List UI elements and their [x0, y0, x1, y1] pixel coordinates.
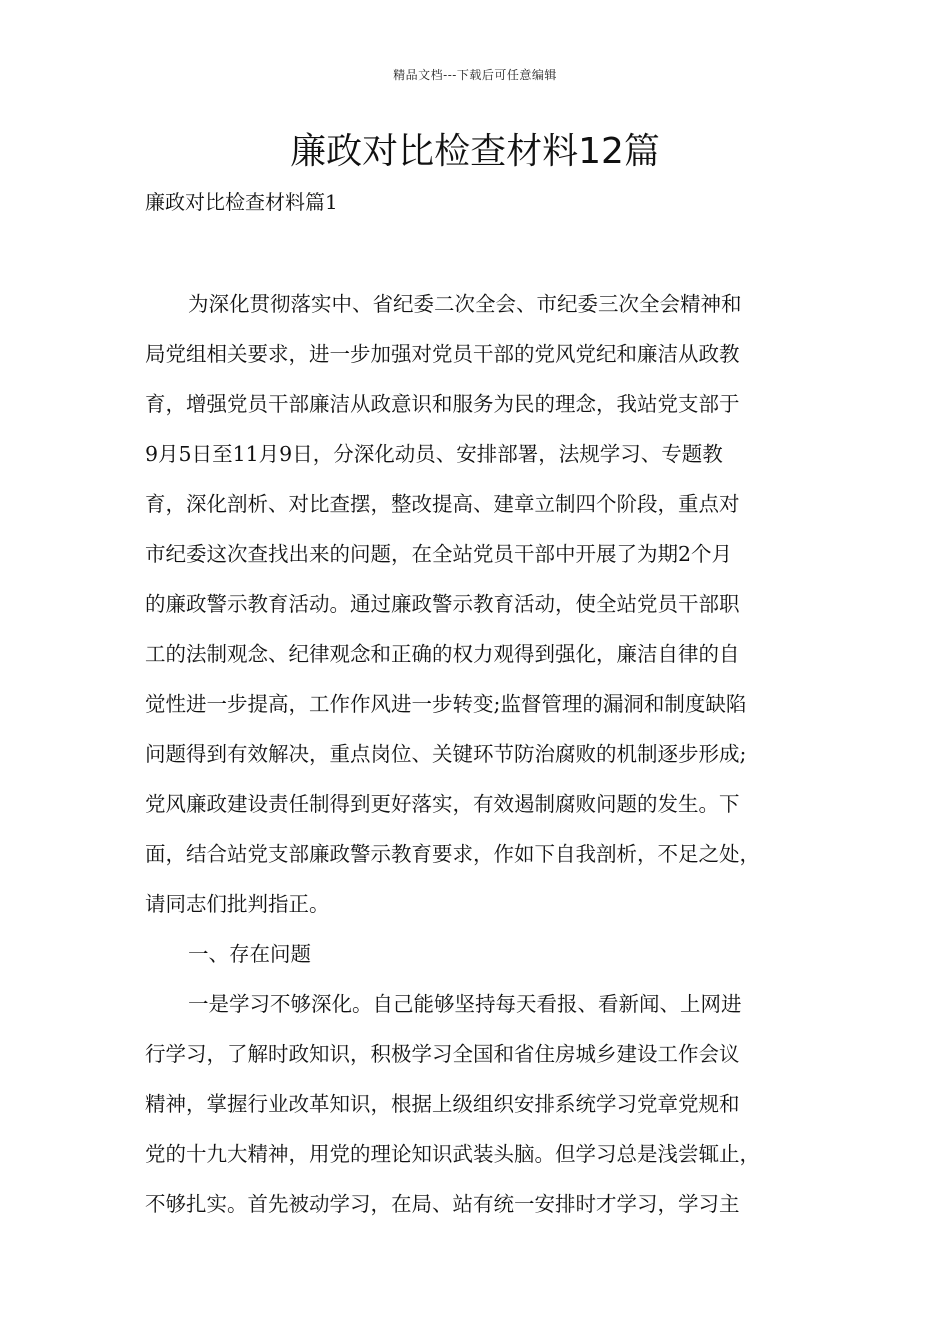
paragraph-line: 工的法制观念、纪律观念和正确的权力观得到强化，廉洁自律的自 — [145, 642, 740, 666]
paragraph-line: 9月5日至11月9日，分深化动员、安排部署，法规学习、专题教 — [145, 442, 723, 466]
body-text — [145, 279, 805, 1229]
paragraph-line: 为深化贯彻落实中、省纪委二次全会、市纪委三次全会精神和 — [188, 292, 742, 316]
header-note: 精品文档---下载后可任意编辑 — [393, 68, 557, 82]
paragraph-line: 育，增强党员干部廉洁从政意识和服务为民的理念，我站党支部于 — [145, 392, 740, 416]
paragraph-line: 一是学习不够深化。自己能够坚持每天看报、看新闻、上网进 — [188, 992, 742, 1016]
paragraph-line: 党风廉政建设责任制得到更好落实，有效遏制腐败问题的发生。下 — [145, 792, 740, 816]
paragraph-line: 请同志们批判指正。 — [145, 892, 330, 916]
paragraph-line: 局党组相关要求，进一步加强对党员干部的党风党纪和廉洁从政教 — [145, 342, 740, 366]
paragraph-line: 市纪委这次查找出来的问题，在全站党员干部中开展了为期2个月 — [145, 542, 733, 566]
paragraph-line: 问题得到有效解决，重点岗位、关键环节防治腐败的机制逐步形成; — [145, 742, 747, 766]
section-heading: 一、存在问题 — [188, 942, 311, 966]
paragraph-line: 党的十九大精神，用党的理论知识武装头脑。但学习总是浅尝辄止， — [145, 1142, 760, 1166]
paragraph-line: 面，结合站党支部廉政警示教育要求，作如下自我剖析，不足之处， — [145, 842, 760, 866]
section-title: 廉政对比检查材料篇1 — [145, 190, 338, 214]
paragraph-line: 不够扎实。首先被动学习，在局、站有统一安排时才学习，学习主 — [145, 1192, 740, 1216]
paragraph-line: 的廉政警示教育活动。通过廉政警示教育活动，使全站党员干部职 — [145, 592, 740, 616]
paragraph-line: 觉性进一步提高，工作作风进一步转变;监督管理的漏洞和制度缺陷 — [145, 692, 747, 716]
paragraph-line: 精神，掌握行业改革知识，根据上级组织安排系统学习党章党规和 — [145, 1092, 740, 1116]
paragraph-line: 育，深化剖析、对比查摆，整改提高、建章立制四个阶段，重点对 — [145, 492, 740, 516]
document-title: 廉政对比检查材料12篇 — [290, 131, 660, 172]
paragraph-line: 行学习，了解时政知识，积极学习全国和省住房城乡建设工作会议 — [145, 1042, 740, 1066]
